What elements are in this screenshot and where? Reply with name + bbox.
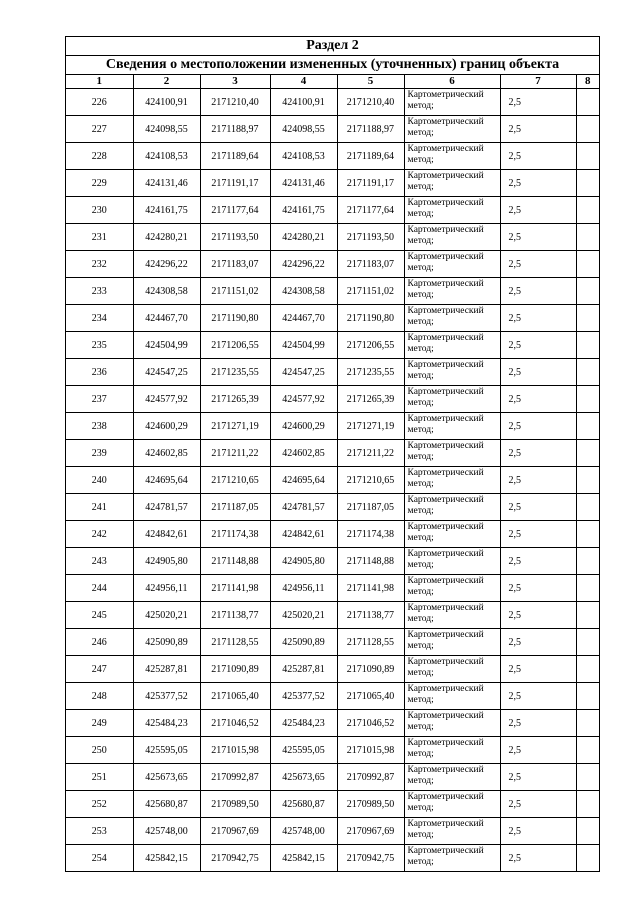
precision-cell: 2,5 xyxy=(500,575,576,602)
existing-x-cell: 424600,29 xyxy=(133,413,200,440)
table-row xyxy=(66,710,599,737)
point-number-cell: 226 xyxy=(66,89,133,116)
existing-y-cell: 2171265,39 xyxy=(200,386,270,413)
existing-x-cell: 424781,57 xyxy=(133,494,200,521)
note-cell xyxy=(576,521,599,548)
note-cell xyxy=(576,143,599,170)
column-header: 7 xyxy=(500,75,576,89)
refined-x-cell: 425090,89 xyxy=(270,629,337,656)
table-row xyxy=(66,818,599,845)
existing-x-cell: 424161,75 xyxy=(133,197,200,224)
method-cell: Картометрический метод; xyxy=(404,116,500,143)
precision-cell: 2,5 xyxy=(500,710,576,737)
point-number-cell: 236 xyxy=(66,359,133,386)
refined-x-cell: 425842,15 xyxy=(270,845,337,872)
method-cell: Картометрический метод; xyxy=(404,386,500,413)
method-cell: Картометрический метод; xyxy=(404,575,500,602)
table-row xyxy=(66,386,599,413)
note-cell xyxy=(576,386,599,413)
existing-y-cell: 2170992,87 xyxy=(200,764,270,791)
section-title: Раздел 2 xyxy=(66,37,599,56)
point-number-cell: 249 xyxy=(66,710,133,737)
note-cell xyxy=(576,440,599,467)
point-number-cell: 237 xyxy=(66,386,133,413)
refined-y-cell: 2171148,88 xyxy=(337,548,404,575)
precision-cell: 2,5 xyxy=(500,656,576,683)
existing-x-cell: 425842,15 xyxy=(133,845,200,872)
existing-x-cell: 424695,64 xyxy=(133,467,200,494)
existing-y-cell: 2171191,17 xyxy=(200,170,270,197)
point-number-cell: 238 xyxy=(66,413,133,440)
table-row xyxy=(66,845,599,872)
existing-x-cell: 424504,99 xyxy=(133,332,200,359)
refined-y-cell: 2170942,75 xyxy=(337,845,404,872)
precision-cell: 2,5 xyxy=(500,386,576,413)
point-number-cell: 228 xyxy=(66,143,133,170)
note-cell xyxy=(576,764,599,791)
existing-y-cell: 2171065,40 xyxy=(200,683,270,710)
refined-x-cell: 424504,99 xyxy=(270,332,337,359)
table-row xyxy=(66,332,599,359)
precision-cell: 2,5 xyxy=(500,170,576,197)
precision-cell: 2,5 xyxy=(500,494,576,521)
column-number-row xyxy=(66,75,599,89)
refined-x-cell: 424577,92 xyxy=(270,386,337,413)
note-cell xyxy=(576,710,599,737)
refined-y-cell: 2171046,52 xyxy=(337,710,404,737)
point-number-cell: 243 xyxy=(66,548,133,575)
method-cell: Картометрический метод; xyxy=(404,251,500,278)
existing-x-cell: 424296,22 xyxy=(133,251,200,278)
note-cell xyxy=(576,602,599,629)
table-row xyxy=(66,521,599,548)
refined-y-cell: 2171265,39 xyxy=(337,386,404,413)
refined-y-cell: 2171065,40 xyxy=(337,683,404,710)
existing-x-cell: 425484,23 xyxy=(133,710,200,737)
note-cell xyxy=(576,737,599,764)
existing-y-cell: 2171188,97 xyxy=(200,116,270,143)
point-number-cell: 227 xyxy=(66,116,133,143)
note-cell xyxy=(576,683,599,710)
existing-x-cell: 424602,85 xyxy=(133,440,200,467)
existing-x-cell: 424905,80 xyxy=(133,548,200,575)
existing-y-cell: 2170942,75 xyxy=(200,845,270,872)
note-cell xyxy=(576,467,599,494)
note-cell xyxy=(576,818,599,845)
refined-x-cell: 425595,05 xyxy=(270,737,337,764)
table-row xyxy=(66,305,599,332)
note-cell xyxy=(576,170,599,197)
table-row xyxy=(66,764,599,791)
precision-cell: 2,5 xyxy=(500,89,576,116)
existing-y-cell: 2171211,22 xyxy=(200,440,270,467)
refined-y-cell: 2171271,19 xyxy=(337,413,404,440)
refined-x-cell: 425748,00 xyxy=(270,818,337,845)
point-number-cell: 251 xyxy=(66,764,133,791)
method-cell: Картометрический метод; xyxy=(404,170,500,197)
precision-cell: 2,5 xyxy=(500,332,576,359)
method-cell: Картометрический метод; xyxy=(404,467,500,494)
point-number-cell: 253 xyxy=(66,818,133,845)
boundary-points-table xyxy=(66,75,599,872)
column-header: 2 xyxy=(133,75,200,89)
column-header: 8 xyxy=(576,75,599,89)
table-row xyxy=(66,359,599,386)
existing-x-cell: 425377,52 xyxy=(133,683,200,710)
existing-y-cell: 2170989,50 xyxy=(200,791,270,818)
note-cell xyxy=(576,791,599,818)
method-cell: Картометрический метод; xyxy=(404,278,500,305)
precision-cell: 2,5 xyxy=(500,413,576,440)
point-number-cell: 250 xyxy=(66,737,133,764)
existing-x-cell: 424547,25 xyxy=(133,359,200,386)
note-cell xyxy=(576,494,599,521)
refined-x-cell: 424781,57 xyxy=(270,494,337,521)
table-row xyxy=(66,170,599,197)
refined-y-cell: 2170992,87 xyxy=(337,764,404,791)
existing-y-cell: 2171141,98 xyxy=(200,575,270,602)
refined-y-cell: 2171151,02 xyxy=(337,278,404,305)
method-cell: Картометрический метод; xyxy=(404,305,500,332)
method-cell: Картометрический метод; xyxy=(404,224,500,251)
refined-x-cell: 424695,64 xyxy=(270,467,337,494)
method-cell: Картометрический метод; xyxy=(404,737,500,764)
precision-cell: 2,5 xyxy=(500,197,576,224)
refined-y-cell: 2171193,50 xyxy=(337,224,404,251)
method-cell: Картометрический метод; xyxy=(404,764,500,791)
existing-y-cell: 2171271,19 xyxy=(200,413,270,440)
point-number-cell: 242 xyxy=(66,521,133,548)
point-number-cell: 246 xyxy=(66,629,133,656)
existing-y-cell: 2171210,40 xyxy=(200,89,270,116)
refined-y-cell: 2171191,17 xyxy=(337,170,404,197)
column-header: 6 xyxy=(404,75,500,89)
existing-x-cell: 425680,87 xyxy=(133,791,200,818)
point-number-cell: 254 xyxy=(66,845,133,872)
refined-x-cell: 424100,91 xyxy=(270,89,337,116)
table-row xyxy=(66,548,599,575)
precision-cell: 2,5 xyxy=(500,224,576,251)
refined-y-cell: 2171128,55 xyxy=(337,629,404,656)
existing-x-cell: 425673,65 xyxy=(133,764,200,791)
method-cell: Картометрический метод; xyxy=(404,710,500,737)
refined-y-cell: 2171187,05 xyxy=(337,494,404,521)
method-cell: Картометрический метод; xyxy=(404,656,500,683)
refined-x-cell: 424905,80 xyxy=(270,548,337,575)
existing-y-cell: 2171174,38 xyxy=(200,521,270,548)
refined-x-cell: 424547,25 xyxy=(270,359,337,386)
note-cell xyxy=(576,197,599,224)
refined-y-cell: 2171174,38 xyxy=(337,521,404,548)
existing-y-cell: 2171190,80 xyxy=(200,305,270,332)
table-row xyxy=(66,278,599,305)
existing-y-cell: 2170967,69 xyxy=(200,818,270,845)
existing-x-cell: 424577,92 xyxy=(133,386,200,413)
refined-y-cell: 2171138,77 xyxy=(337,602,404,629)
note-cell xyxy=(576,332,599,359)
method-cell: Картометрический метод; xyxy=(404,332,500,359)
point-number-cell: 234 xyxy=(66,305,133,332)
table-row xyxy=(66,737,599,764)
refined-y-cell: 2170967,69 xyxy=(337,818,404,845)
existing-y-cell: 2171148,88 xyxy=(200,548,270,575)
existing-x-cell: 424842,61 xyxy=(133,521,200,548)
table-row xyxy=(66,143,599,170)
refined-x-cell: 425484,23 xyxy=(270,710,337,737)
refined-y-cell: 2170989,50 xyxy=(337,791,404,818)
existing-x-cell: 425090,89 xyxy=(133,629,200,656)
precision-cell: 2,5 xyxy=(500,251,576,278)
note-cell xyxy=(576,359,599,386)
method-cell: Картометрический метод; xyxy=(404,683,500,710)
existing-x-cell: 425748,00 xyxy=(133,818,200,845)
table-row xyxy=(66,575,599,602)
table-row xyxy=(66,89,599,116)
existing-x-cell: 425287,81 xyxy=(133,656,200,683)
existing-x-cell: 424100,91 xyxy=(133,89,200,116)
precision-cell: 2,5 xyxy=(500,359,576,386)
method-cell: Картометрический метод; xyxy=(404,494,500,521)
refined-x-cell: 424600,29 xyxy=(270,413,337,440)
refined-x-cell: 424296,22 xyxy=(270,251,337,278)
refined-x-cell: 424467,70 xyxy=(270,305,337,332)
column-header: 3 xyxy=(200,75,270,89)
precision-cell: 2,5 xyxy=(500,845,576,872)
note-cell xyxy=(576,251,599,278)
table-row xyxy=(66,791,599,818)
note-cell xyxy=(576,656,599,683)
precision-cell: 2,5 xyxy=(500,467,576,494)
existing-y-cell: 2171177,64 xyxy=(200,197,270,224)
table-row xyxy=(66,629,599,656)
method-cell: Картометрический метод; xyxy=(404,89,500,116)
precision-cell: 2,5 xyxy=(500,764,576,791)
method-cell: Картометрический метод; xyxy=(404,440,500,467)
note-cell xyxy=(576,89,599,116)
refined-y-cell: 2171210,40 xyxy=(337,89,404,116)
refined-x-cell: 424956,11 xyxy=(270,575,337,602)
refined-x-cell: 425020,21 xyxy=(270,602,337,629)
precision-cell: 2,5 xyxy=(500,305,576,332)
refined-y-cell: 2171206,55 xyxy=(337,332,404,359)
point-number-cell: 233 xyxy=(66,278,133,305)
refined-x-cell: 424098,55 xyxy=(270,116,337,143)
existing-y-cell: 2171015,98 xyxy=(200,737,270,764)
refined-x-cell: 425287,81 xyxy=(270,656,337,683)
note-cell xyxy=(576,548,599,575)
precision-cell: 2,5 xyxy=(500,440,576,467)
precision-cell: 2,5 xyxy=(500,116,576,143)
existing-y-cell: 2171210,65 xyxy=(200,467,270,494)
refined-y-cell: 2171141,98 xyxy=(337,575,404,602)
table-row xyxy=(66,494,599,521)
note-cell xyxy=(576,575,599,602)
precision-cell: 2,5 xyxy=(500,143,576,170)
existing-x-cell: 424956,11 xyxy=(133,575,200,602)
precision-cell: 2,5 xyxy=(500,791,576,818)
refined-y-cell: 2171190,80 xyxy=(337,305,404,332)
point-number-cell: 244 xyxy=(66,575,133,602)
method-cell: Картометрический метод; xyxy=(404,521,500,548)
point-number-cell: 247 xyxy=(66,656,133,683)
precision-cell: 2,5 xyxy=(500,629,576,656)
refined-y-cell: 2171183,07 xyxy=(337,251,404,278)
refined-x-cell: 425377,52 xyxy=(270,683,337,710)
column-header: 4 xyxy=(270,75,337,89)
existing-x-cell: 424131,46 xyxy=(133,170,200,197)
note-cell xyxy=(576,224,599,251)
column-header: 5 xyxy=(337,75,404,89)
document-sheet xyxy=(65,36,600,872)
note-cell xyxy=(576,629,599,656)
existing-x-cell: 425595,05 xyxy=(133,737,200,764)
table-row xyxy=(66,467,599,494)
method-cell: Картометрический метод; xyxy=(404,845,500,872)
method-cell: Картометрический метод; xyxy=(404,143,500,170)
refined-x-cell: 425673,65 xyxy=(270,764,337,791)
table-body xyxy=(66,89,599,872)
table-row xyxy=(66,602,599,629)
note-cell xyxy=(576,305,599,332)
refined-y-cell: 2171188,97 xyxy=(337,116,404,143)
precision-cell: 2,5 xyxy=(500,683,576,710)
note-cell xyxy=(576,116,599,143)
refined-x-cell: 424161,75 xyxy=(270,197,337,224)
refined-y-cell: 2171189,64 xyxy=(337,143,404,170)
refined-x-cell: 424308,58 xyxy=(270,278,337,305)
method-cell: Картометрический метод; xyxy=(404,548,500,575)
refined-y-cell: 2171211,22 xyxy=(337,440,404,467)
point-number-cell: 241 xyxy=(66,494,133,521)
existing-x-cell: 424308,58 xyxy=(133,278,200,305)
point-number-cell: 248 xyxy=(66,683,133,710)
existing-y-cell: 2171151,02 xyxy=(200,278,270,305)
table-row xyxy=(66,440,599,467)
table-row xyxy=(66,197,599,224)
point-number-cell: 252 xyxy=(66,791,133,818)
refined-x-cell: 424108,53 xyxy=(270,143,337,170)
precision-cell: 2,5 xyxy=(500,548,576,575)
method-cell: Картометрический метод; xyxy=(404,791,500,818)
existing-x-cell: 424098,55 xyxy=(133,116,200,143)
refined-y-cell: 2171090,89 xyxy=(337,656,404,683)
point-number-cell: 235 xyxy=(66,332,133,359)
point-number-cell: 240 xyxy=(66,467,133,494)
refined-y-cell: 2171210,65 xyxy=(337,467,404,494)
existing-y-cell: 2171206,55 xyxy=(200,332,270,359)
method-cell: Картометрический метод; xyxy=(404,197,500,224)
refined-y-cell: 2171235,55 xyxy=(337,359,404,386)
precision-cell: 2,5 xyxy=(500,278,576,305)
precision-cell: 2,5 xyxy=(500,602,576,629)
section-subtitle: Сведения о местоположении измененных (уточненных) границ объекта xyxy=(66,56,599,75)
refined-y-cell: 2171015,98 xyxy=(337,737,404,764)
refined-x-cell: 424842,61 xyxy=(270,521,337,548)
note-cell xyxy=(576,278,599,305)
existing-y-cell: 2171046,52 xyxy=(200,710,270,737)
table-row xyxy=(66,683,599,710)
existing-x-cell: 424280,21 xyxy=(133,224,200,251)
point-number-cell: 229 xyxy=(66,170,133,197)
existing-y-cell: 2171187,05 xyxy=(200,494,270,521)
point-number-cell: 239 xyxy=(66,440,133,467)
method-cell: Картометрический метод; xyxy=(404,602,500,629)
method-cell: Картометрический метод; xyxy=(404,413,500,440)
existing-x-cell: 424467,70 xyxy=(133,305,200,332)
refined-y-cell: 2171177,64 xyxy=(337,197,404,224)
refined-x-cell: 425680,87 xyxy=(270,791,337,818)
table-row xyxy=(66,224,599,251)
table-row xyxy=(66,656,599,683)
existing-y-cell: 2171183,07 xyxy=(200,251,270,278)
precision-cell: 2,5 xyxy=(500,818,576,845)
precision-cell: 2,5 xyxy=(500,521,576,548)
existing-x-cell: 424108,53 xyxy=(133,143,200,170)
point-number-cell: 231 xyxy=(66,224,133,251)
existing-y-cell: 2171193,50 xyxy=(200,224,270,251)
existing-y-cell: 2171189,64 xyxy=(200,143,270,170)
table-row xyxy=(66,116,599,143)
note-cell xyxy=(576,413,599,440)
column-header: 1 xyxy=(66,75,133,89)
precision-cell: 2,5 xyxy=(500,737,576,764)
existing-y-cell: 2171138,77 xyxy=(200,602,270,629)
refined-x-cell: 424280,21 xyxy=(270,224,337,251)
existing-y-cell: 2171128,55 xyxy=(200,629,270,656)
refined-x-cell: 424131,46 xyxy=(270,170,337,197)
method-cell: Картометрический метод; xyxy=(404,359,500,386)
note-cell xyxy=(576,845,599,872)
point-number-cell: 232 xyxy=(66,251,133,278)
point-number-cell: 230 xyxy=(66,197,133,224)
existing-x-cell: 425020,21 xyxy=(133,602,200,629)
table-row xyxy=(66,413,599,440)
existing-y-cell: 2171235,55 xyxy=(200,359,270,386)
table-row xyxy=(66,251,599,278)
existing-y-cell: 2171090,89 xyxy=(200,656,270,683)
method-cell: Картометрический метод; xyxy=(404,629,500,656)
method-cell: Картометрический метод; xyxy=(404,818,500,845)
refined-x-cell: 424602,85 xyxy=(270,440,337,467)
point-number-cell: 245 xyxy=(66,602,133,629)
